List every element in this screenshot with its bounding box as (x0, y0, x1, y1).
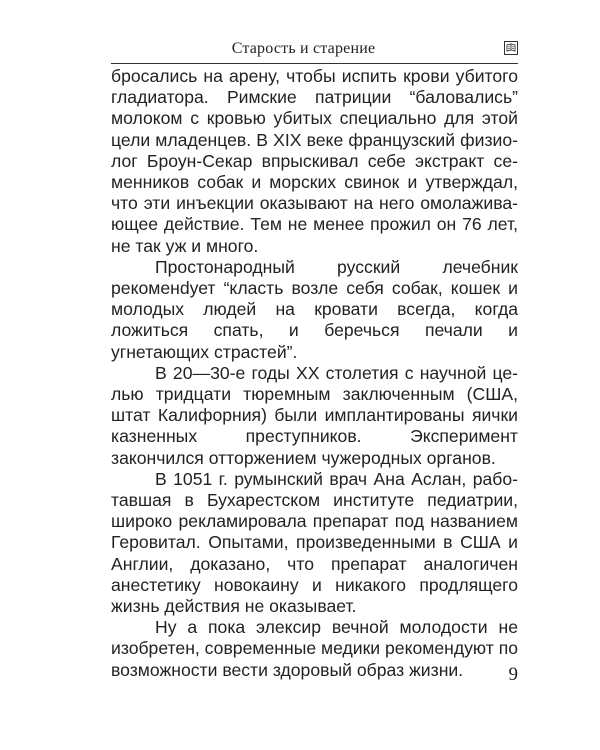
paragraph: Простонародный русский лечебник рекоменdует “класть возле себя собак, кошек и молодых людей на кровати всегда, когда ложиться спать, и беречься печали и угнетающих страстей”. (111, 256, 518, 362)
paragraph: бросались на арену, чтобы испить крови убитого гладиатора. Римские патриции “баловались” молоком с кровью убитых специально для этой цели младенцев. В XIX веке французский физиолог Броун-Секар впрыскивал себе экстракт семенников собак и морских свинок и утверждал, что эти инъекции оказывают на него омолаживающее действие. Тем не менее прожил он 76 лет, не так уж и много. (111, 66, 518, 256)
page-body (111, 66, 518, 681)
running-header (111, 37, 518, 64)
paragraph: Ну а пока элексир вечной молодости не изобретен, современные медики рекомендуют по возможности вести здоровый образ жизни. (111, 617, 518, 680)
paragraph: В 1051 г. румынский врач Ана Аслан, работавшая в Бухарестском институте педиатрии, широко рекламировала препарат под названием Геровитал. Опытами, произведенными в США и Англии, доказано, что препарат аналогичен анестетику новокаину и никакого продлящего жизнь действия не оказывает. (111, 468, 518, 617)
page-number: 9 (508, 664, 518, 685)
book-corner-icon (504, 41, 518, 55)
header-title: Старость и старение (231, 40, 376, 57)
paragraph: В 20—30-е годы XX столетия с научной целью тридцати тюремным заключенным (США, штат Калифорния) были имплантированы яички казненных преступников. Эксперимент закончился отторжением чужеродных органов. (111, 362, 518, 468)
